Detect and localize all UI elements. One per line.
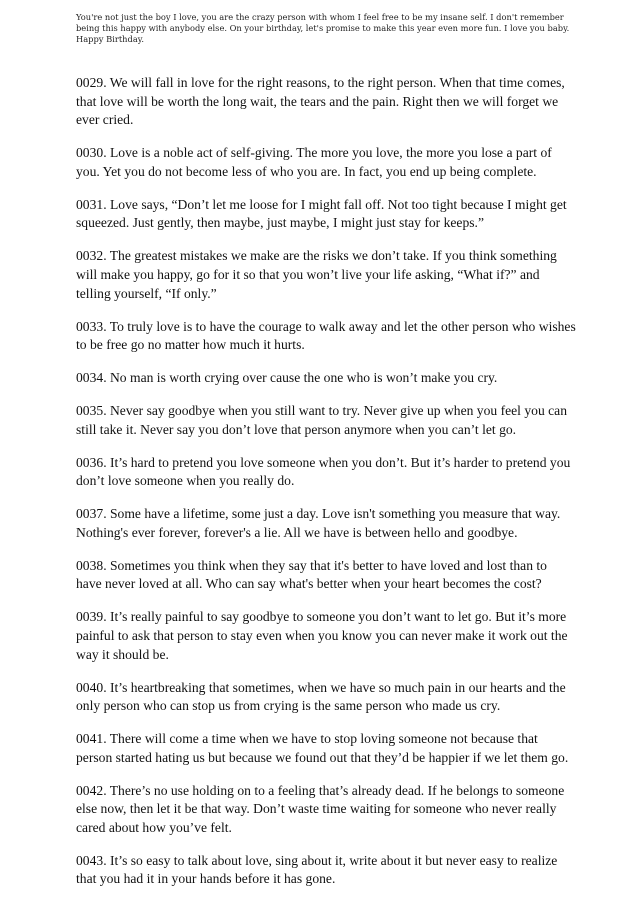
entry-paragraph: 0032. The greatest mistakes we make are the risks we don’t take. If you think something will make you happy, go for it so that you won’t live your life asking, “What if?” and telling yourself, “If only.” — [76, 248, 557, 301]
entry-paragraph: 0035. Never say goodbye when you still want to try. Never give up when you feel you can still take it. Never say you don’t love that person anymore when you can’t let go. — [76, 403, 568, 437]
entry-paragraph: 0039. It’s really painful to say goodbye to someone you don’t want to let go. But it’s more painful to ask that person to stay even when you know you can never make it work out the way it should be. — [76, 609, 568, 662]
entry-paragraph: 0042. There’s no use holding on to a feeling that’s already dead. If he belongs to someone else now, then let it be that way. Don’t waste time waiting for someone who never really cared about how you’ve felt. — [76, 782, 565, 835]
entry-paragraph: 0029. We will fall in love for the right reasons, to the right person. When that time comes, that love will be worth the long wait, the tears and the pain. Right then we will forget we ever cried. — [76, 75, 565, 128]
entry-list — [76, 74, 576, 903]
entry-paragraph: 0043. It’s so easy to talk about love, sing about it, write about it but never easy to realize that you had it in your hands before it has gone. — [76, 852, 558, 887]
entry-paragraph: 0041. There will come a time when we have to stop loving someone not because that person started hating us but because we found out that they’d be happier if we let them go. — [76, 731, 569, 765]
entry-paragraph: 0040. It’s heartbreaking that sometimes, when we have so much pain in our hearts and the only person who can stop us from crying is the same person who made us cry. — [76, 679, 566, 714]
entry-paragraph: 0030. Love is a noble act of self-giving. The more you love, the more you lose a part of you. Yet you do not become less of who you are. In fact, you end up being complete. — [76, 145, 552, 179]
entry-paragraph: 0036. It’s hard to pretend you love someone when you don’t. But it’s harder to pretend you don’t love someone when you really do. — [76, 454, 571, 489]
entry-paragraph: 0034. No man is worth crying over cause the one who is won’t make you cry. — [76, 370, 498, 386]
entry-paragraph: 0033. To truly love is to have the courage to walk away and let the other person who wishes to be free go no matter how much it hurts. — [76, 318, 576, 353]
entry-paragraph: 0037. Some have a lifetime, some just a day. Love isn't something you measure that way. Nothing's ever forever, forever's a lie. All we have is between hello and goodbye. — [76, 506, 561, 540]
entry-paragraph: 0031. Love says, “Don’t let me loose for I might fall off. Not too tight because I might get squeezed. Just gently, then maybe, just maybe, I might just stay for keeps.” — [76, 196, 567, 231]
entry-paragraph: 0038. Sometimes you think when they say that it's better to have loved and lost than to have never loved at all. Who can say what's better when your heart becomes the cost? — [76, 557, 547, 592]
intro-paragraph: You're not just the boy I love, you are the crazy person with whom I feel free to be my insane self. I don't remember being this happy with anybody else. On your birthday, let's promise to make this year even more fun. I love you baby. Happy Birthday. — [76, 12, 570, 44]
